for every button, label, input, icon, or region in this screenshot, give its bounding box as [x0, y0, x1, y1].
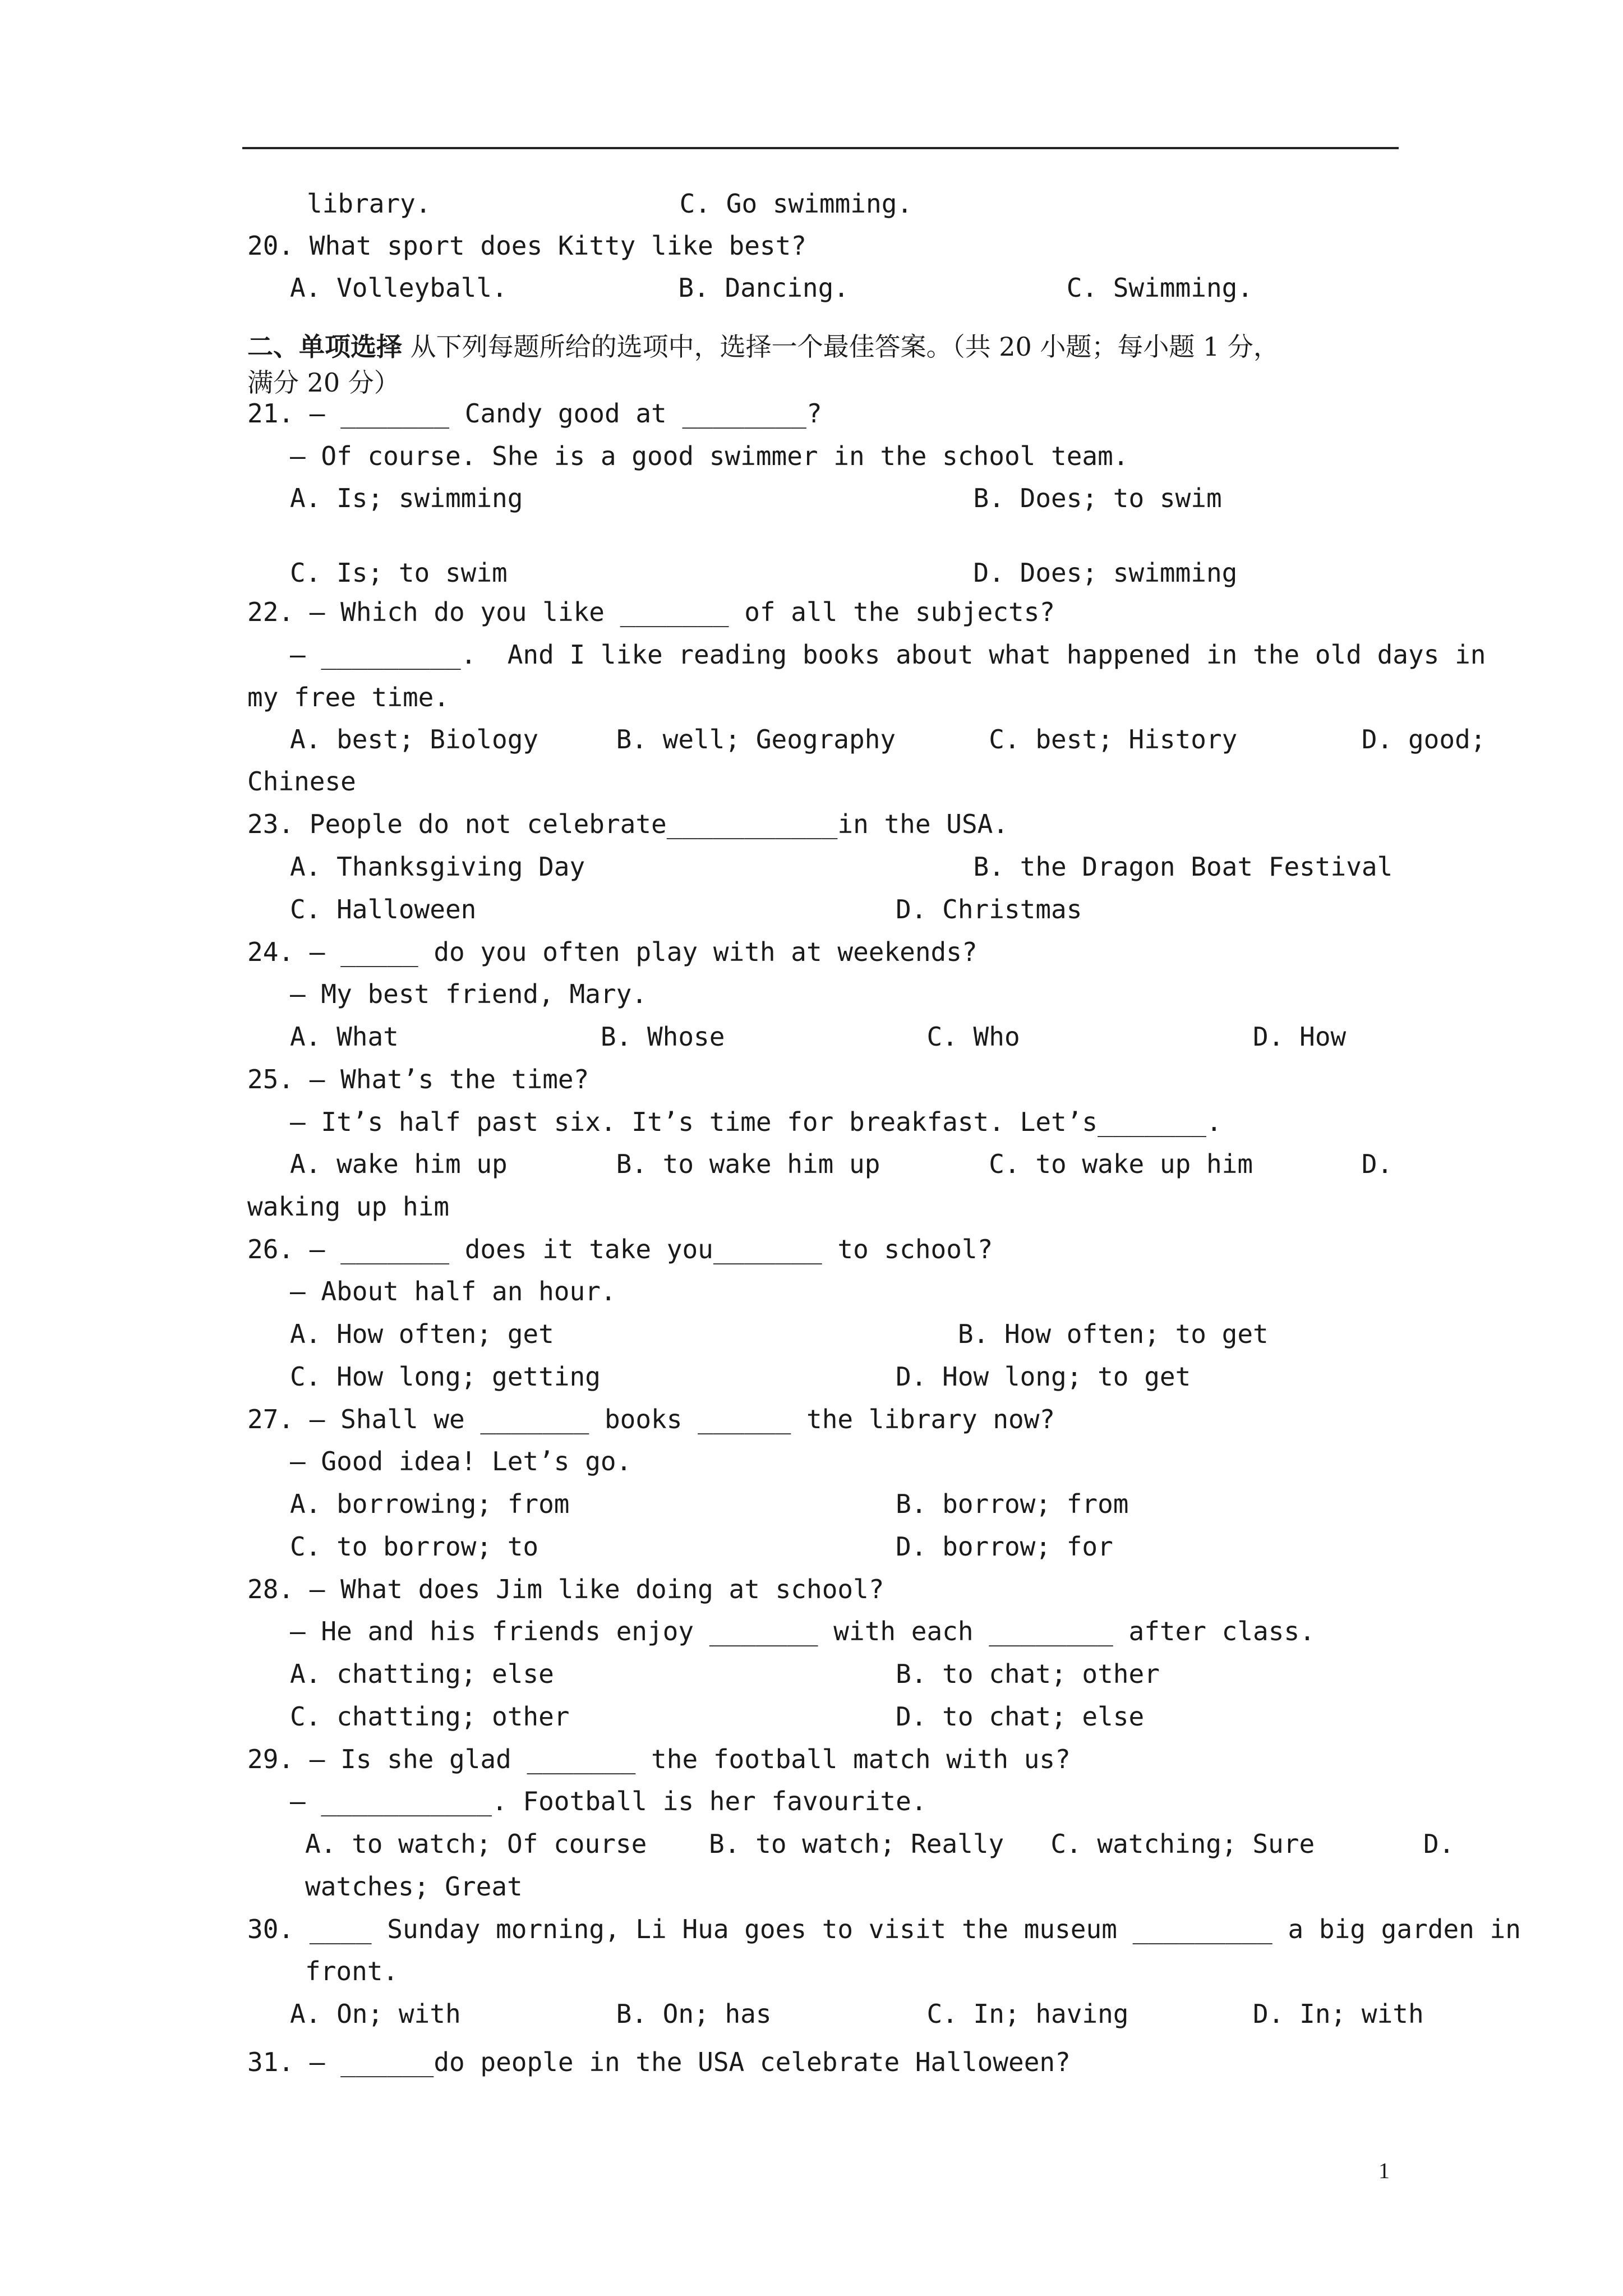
section-title: 二、单项选择: [247, 332, 402, 362]
text-line: A. What B. Whose C. Who D. How: [290, 1022, 1347, 1052]
text-line: 26. – _______ does it take you_______ to school?: [247, 1234, 993, 1264]
text-line: front.: [305, 1956, 399, 1986]
text-line: C. Halloween D. Christmas: [290, 894, 1082, 924]
text-line: 25. – What’s the time?: [247, 1064, 589, 1094]
text-line: C. How long; getting D. How long; to get: [290, 1361, 1191, 1392]
text-line: 24. – _____ do you often play with at weekends?: [247, 937, 978, 967]
text-line: 22. – Which do you like _______ of all the subjects?: [247, 597, 1055, 627]
text-line: my free time.: [247, 682, 450, 712]
text-line: 27. – Shall we _______ books ______ the library now?: [247, 1404, 1055, 1434]
text-line: A. Is; swimming B. Does; to swim: [290, 483, 1222, 513]
text-line: – My best friend, Mary.: [290, 979, 647, 1009]
text-line: A. Thanksgiving Day B. the Dragon Boat Festival: [290, 852, 1393, 882]
text-line: library. C. Go swimming.: [307, 188, 913, 219]
text-line: A. How often; get B. How often; to get: [290, 1319, 1269, 1349]
page-number: 1: [1378, 2158, 1390, 2183]
text-line: – Good idea! Let’s go.: [290, 1446, 632, 1476]
text-line: – He and his friends enjoy _______ with each ________ after class.: [290, 1616, 1315, 1646]
section-instructions: 从下列每题所给的选项中，选择一个最佳答案。（共 20 小题；每小题 1 分，: [402, 332, 1279, 362]
text-line: A. wake him up B. to wake him up C. to wake up him D.: [290, 1149, 1393, 1179]
text-line: 29. – Is she glad _______ the football match with us?: [247, 1744, 1071, 1774]
text-line: 21. – _______ Candy good at ________?: [247, 398, 822, 429]
text-line: A. borrowing; from B. borrow; from: [290, 1489, 1129, 1519]
text-line: – It’s half past six. It’s time for breakfast. Let’s_______.: [290, 1107, 1222, 1137]
text-line: waking up him: [247, 1191, 450, 1222]
text-line: A. to watch; Of course B. to watch; Really C. watching; Sure D.: [305, 1829, 1455, 1859]
text-line: 23. People do not celebrate___________in the USA.: [247, 809, 1009, 839]
text-line: – ___________. Football is her favourite.: [290, 1786, 927, 1816]
text-line: 20. What sport does Kitty like best?: [247, 231, 806, 261]
text-line: A. On; with B. On; has C. In; having D. In; with: [290, 1999, 1424, 2029]
section-instructions-cont: 满分 20 分）: [247, 367, 400, 398]
text-line: A. Volleyball. B. Dancing. C. Swimming.: [290, 273, 1253, 303]
text-line: A. chatting; else B. to chat; other: [290, 1659, 1160, 1689]
text-line: – About half an hour.: [290, 1276, 616, 1306]
text-line: – Of course. She is a good swimmer in the school team.: [290, 441, 1129, 471]
text-line: 31. – ______do people in the USA celebrate Halloween?: [247, 2047, 1071, 2077]
text-line: watches; Great: [305, 1871, 523, 1902]
section-heading: [247, 330, 1279, 364]
text-line: Chinese: [247, 766, 356, 797]
text-line: – _________. And I like reading books about what happened in the old days in: [290, 639, 1486, 670]
text-line: C. Is; to swim D. Does; swimming: [290, 558, 1238, 588]
text-line: 28. – What does Jim like doing at school?: [247, 1574, 884, 1604]
text-line: 30. ____ Sunday morning, Li Hua goes to visit the museum _________ a big garden in: [247, 1914, 1521, 1944]
text-line: A. best; Biology B. well; Geography C. best; History D. good;: [290, 724, 1486, 754]
text-line: C. chatting; other D. to chat; else: [290, 1701, 1145, 1732]
text-line: C. to borrow; to D. borrow; for: [290, 1531, 1113, 1562]
